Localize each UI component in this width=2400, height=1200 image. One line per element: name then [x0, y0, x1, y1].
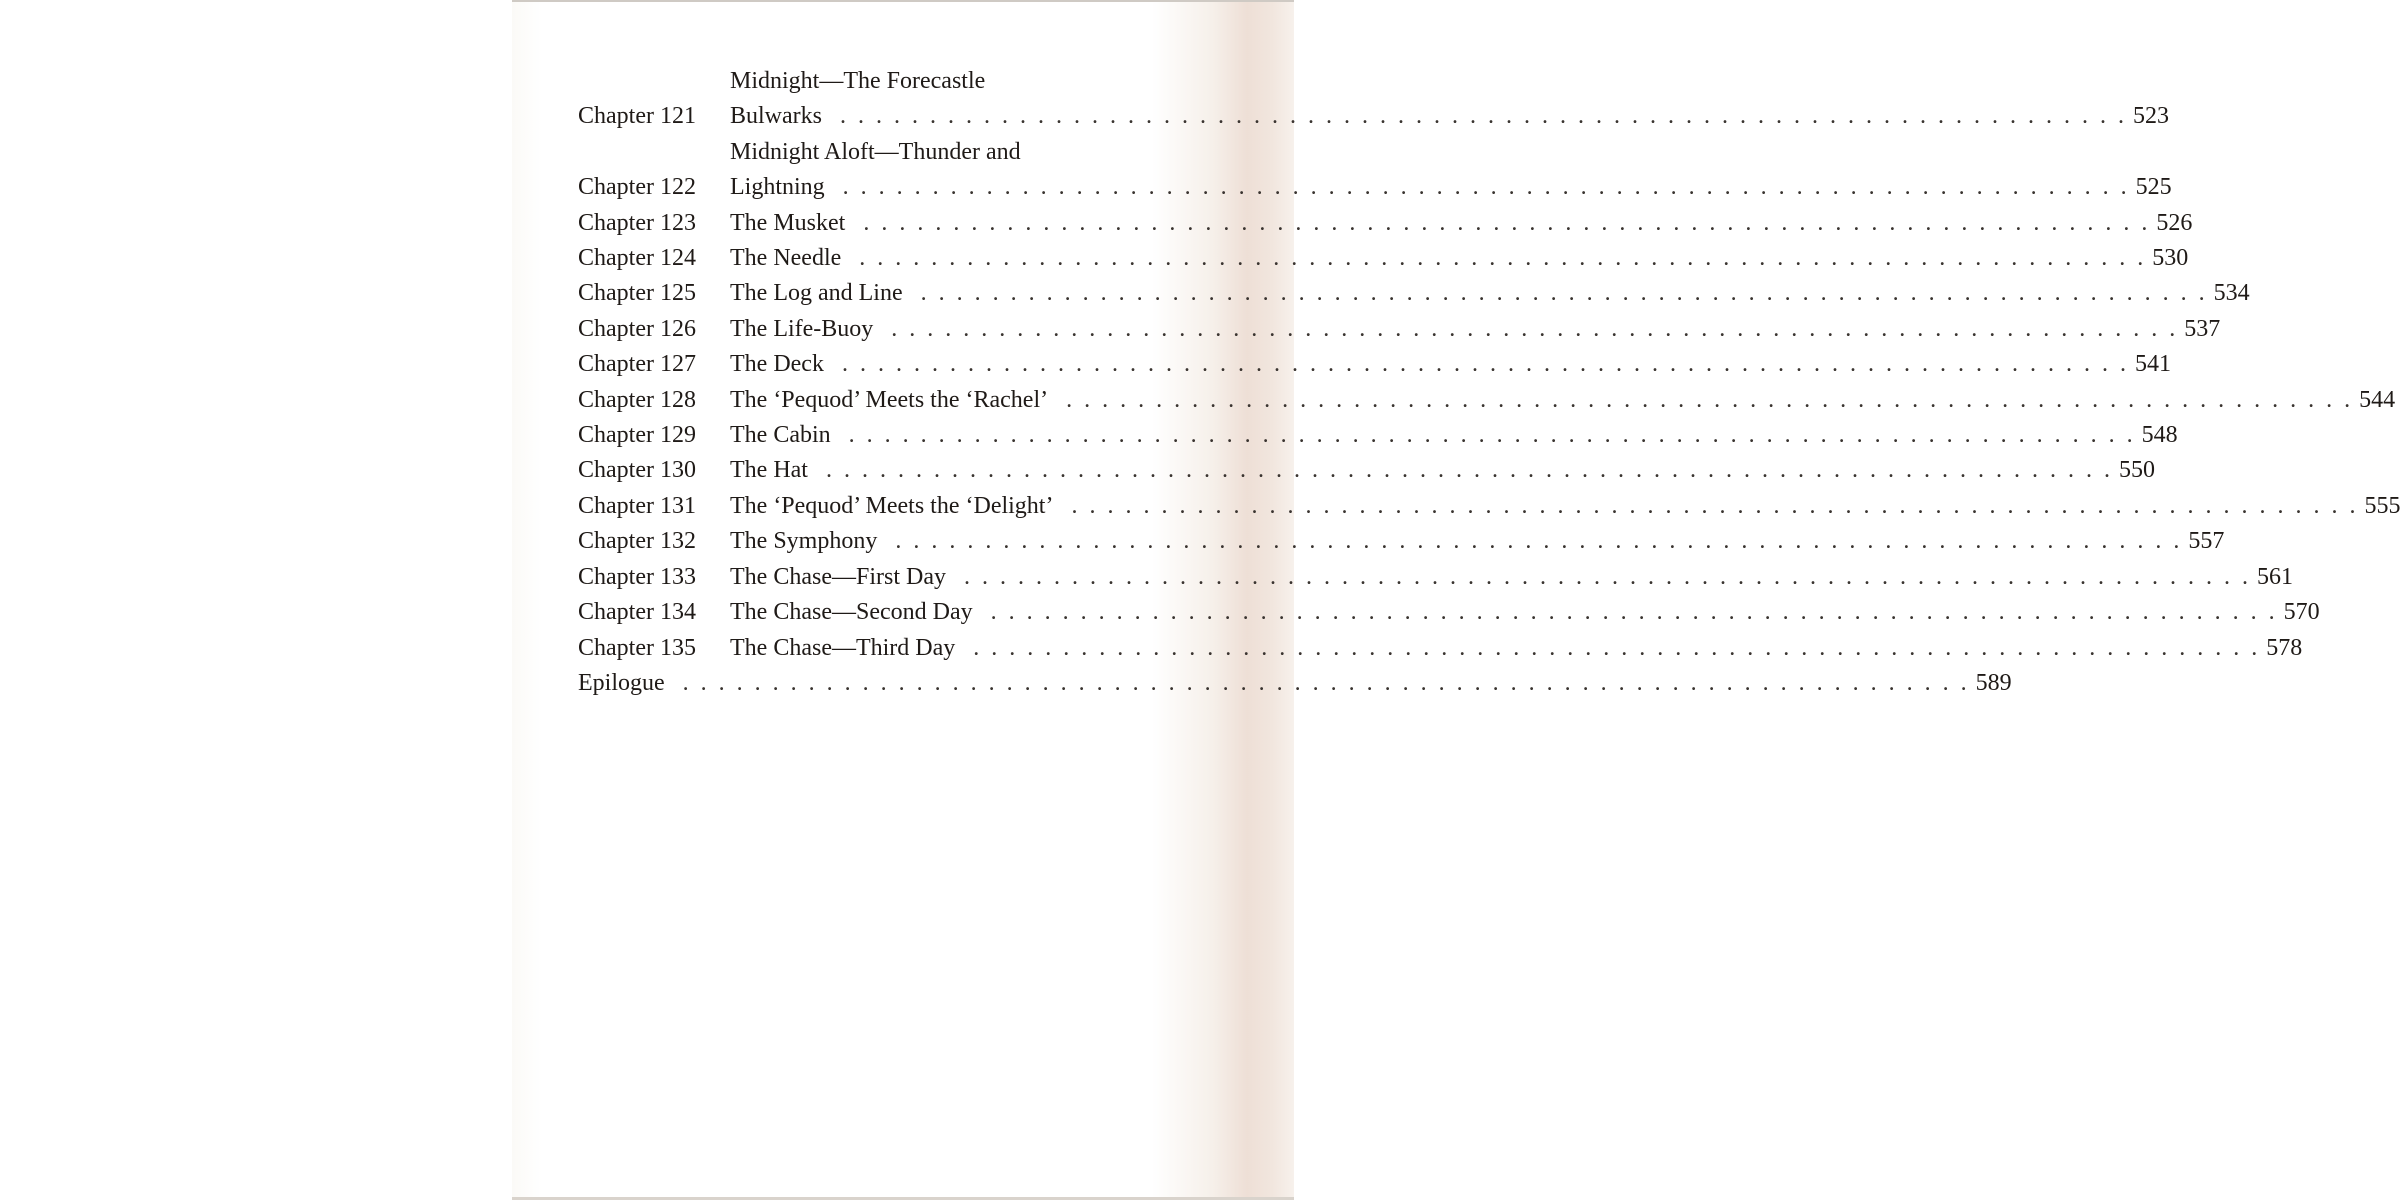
toc-entry-chapter-124	[578, 241, 2189, 276]
chapter-label: Chapter 128	[578, 386, 696, 413]
page-number: 544	[2359, 386, 2396, 413]
toc-entry-chapter-128	[578, 383, 2396, 418]
chapter-title-line: Midnight Aloft—Thunder and	[730, 138, 1021, 165]
chapter-label: Chapter 132	[578, 528, 696, 555]
chapter-title: Lightning	[730, 174, 825, 201]
page-number: 530	[2152, 245, 2189, 272]
page-number: 589	[1975, 669, 2012, 696]
chapter-title: The Deck	[730, 351, 824, 378]
chapter-label: Chapter 125	[578, 280, 696, 307]
toc-entry-epilogue	[578, 666, 2012, 701]
page-number: 537	[2184, 315, 2221, 342]
toc-entry-chapter-125	[578, 276, 2250, 311]
toc-entry-chapter-131	[578, 489, 2400, 524]
chapter-label: Chapter 130	[578, 457, 696, 484]
chapter-label: Chapter 131	[578, 492, 696, 519]
chapter-label: Chapter 134	[578, 599, 696, 626]
chapter-title: The ‘Pequod’ Meets the ‘Rachel’	[730, 386, 1049, 413]
table-of-contents	[578, 64, 2400, 701]
chapter-label: Chapter 127	[578, 351, 696, 378]
toc-entry-chapter-127	[578, 347, 2171, 382]
dot-leader	[863, 206, 2150, 241]
toc-entry-chapter-123	[578, 206, 2193, 241]
dot-leader	[840, 99, 2127, 134]
chapter-title: The Log and Line	[730, 280, 903, 307]
chapter-label: Chapter 121	[578, 103, 696, 130]
page-number: 557	[2188, 528, 2225, 555]
toc-entry-chapter-133	[578, 560, 2293, 595]
dot-leader	[921, 276, 2208, 311]
chapter-title-line: Midnight—The Forecastle	[730, 68, 986, 94]
dot-leader	[1066, 383, 2353, 418]
chapter-title: The Chase—Third Day	[730, 634, 956, 661]
toc-entry-chapter-134	[578, 595, 2320, 630]
chapter-title: The Life-Buoy	[730, 315, 874, 342]
dot-leader	[973, 631, 2260, 666]
toc-entry-chapter-129	[578, 418, 2178, 453]
chapter-label: Chapter 123	[578, 209, 696, 236]
dot-leader	[964, 560, 2251, 595]
chapter-label: Chapter 129	[578, 422, 696, 449]
chapter-title: The Chase—First Day	[730, 563, 946, 590]
chapter-title: The Needle	[730, 245, 842, 272]
toc-entry-chapter-130	[578, 453, 2155, 488]
page-number: 541	[2134, 351, 2171, 378]
toc-entry-chapter-122	[578, 135, 2172, 206]
page-number: 578	[2266, 634, 2303, 661]
chapter-title: The Cabin	[730, 422, 831, 449]
dot-leader	[991, 595, 2278, 630]
chapter-label: Chapter 133	[578, 563, 696, 590]
chapter-title: The ‘Pequod’ Meets the ‘Delight’	[730, 492, 1054, 519]
dot-leader	[1071, 489, 2358, 524]
chapter-label: Chapter 122	[578, 174, 696, 201]
chapter-title: The Chase—Second Day	[730, 599, 973, 626]
page-number: 570	[2283, 599, 2320, 626]
chapter-title: The Hat	[730, 457, 808, 484]
page-number: 525	[2135, 174, 2172, 201]
toc-entry-chapter-121	[578, 64, 2169, 135]
page-number: 550	[2118, 457, 2155, 484]
toc-entry-chapter-126	[578, 312, 2221, 347]
page-number: 526	[2156, 209, 2193, 236]
dot-leader	[683, 666, 1970, 701]
chapter-label: Chapter 135	[578, 634, 696, 661]
dot-leader	[842, 347, 2129, 382]
chapter-title: The Symphony	[730, 528, 878, 555]
toc-entry-chapter-135	[578, 631, 2303, 666]
page-number: 523	[2133, 103, 2169, 130]
dot-leader	[891, 312, 2178, 347]
dot-leader	[859, 241, 2146, 276]
dot-leader	[849, 418, 2136, 453]
toc-entry-chapter-132	[578, 524, 2225, 559]
page-number: 534	[2213, 280, 2250, 307]
epilogue-label: Epilogue	[578, 669, 665, 696]
page-number: 561	[2256, 563, 2293, 590]
chapter-label: Chapter 124	[578, 245, 696, 272]
chapter-title: Bulwarks	[730, 103, 822, 130]
dot-leader	[843, 170, 2130, 205]
chapter-label: Chapter 126	[578, 315, 696, 342]
page-number: 548	[2141, 422, 2178, 449]
page-number: 555	[2364, 492, 2400, 519]
chapter-title: The Musket	[730, 209, 846, 236]
book-page	[512, 0, 2400, 1200]
dot-leader	[826, 453, 2113, 488]
dot-leader	[895, 524, 2182, 559]
